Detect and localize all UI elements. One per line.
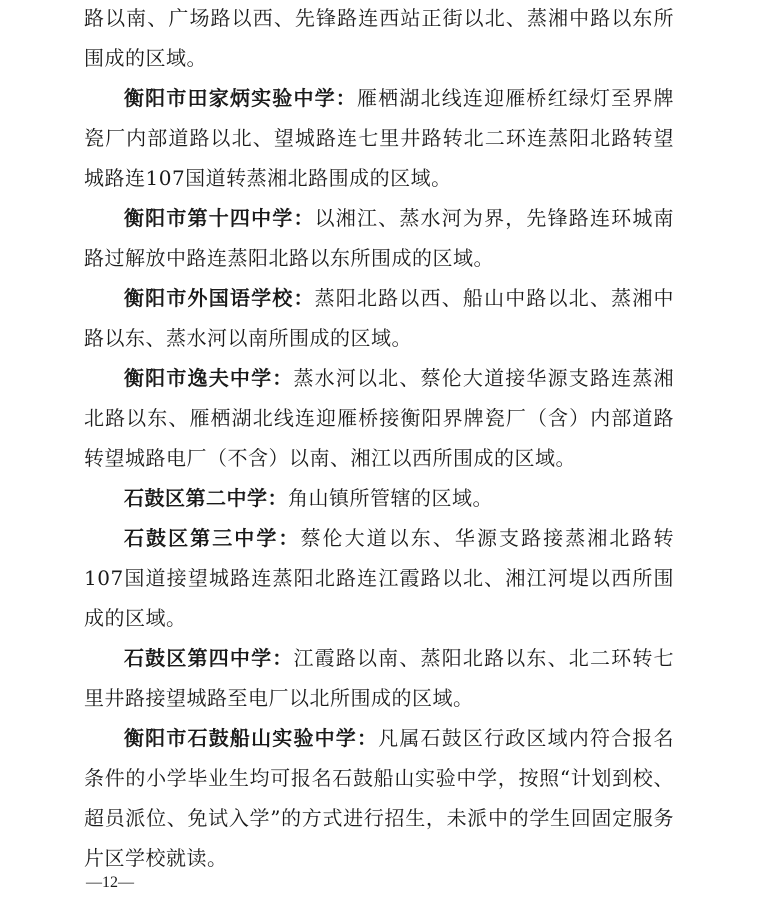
paragraph [84, 0, 674, 78]
school-name: 石鼓区第四中学： [124, 646, 294, 670]
paragraph-text: 蒸水河以北、蔡伦大道接华源支路连蒸湘北路以东、雁栖湖北线连迎雁桥接衡阳界牌瓷厂（含）内部道路转望城路电厂（不含）以南、湘江以西所围成的区域。 [84, 366, 675, 470]
school-name: 衡阳市田家炳实验中学： [124, 86, 357, 110]
paragraph-text: 江霞路以南、蒸阳北路以东、北二环转七里井路接望城路至电厂以北所围成的区域。 [84, 646, 675, 710]
paragraph [84, 278, 674, 358]
school-name: 衡阳市第十四中学： [124, 206, 315, 230]
paragraph-text: 角山镇所管辖的区域。 [288, 486, 493, 510]
paragraph [84, 358, 674, 478]
paragraph [84, 518, 674, 638]
paragraph [84, 638, 674, 718]
paragraph [84, 478, 674, 518]
paragraph-text: 路以南、广场路以西、先锋路连西站正街以北、蒸湘中路以东所围成的区域。 [84, 6, 674, 70]
paragraph-text: 蒸阳北路以西、船山中路以北、蒸湘中路以东、蒸水河以南所围成的区域。 [84, 286, 675, 350]
paragraph [84, 78, 674, 198]
school-name: 衡阳市逸夫中学： [124, 366, 294, 390]
page-number: —12— [86, 874, 134, 891]
paragraph-text: 蔡伦大道以东、华源支路接蒸湘北路转107国道接望城路连蒸阳北路连江霞路以北、湘江河堤以西所围成的区域。 [84, 526, 674, 630]
school-name: 衡阳市外国语学校： [124, 286, 315, 310]
school-name: 衡阳市石鼓船山实验中学： [124, 726, 379, 750]
paragraph-text: 以湘江、蒸水河为界，先锋路连环城南路过解放中路连蒸阳北路以东所围成的区域。 [84, 206, 675, 270]
paragraph [84, 198, 674, 278]
paragraph-text: 雁栖湖北线连迎雁桥红绿灯至界牌瓷厂内部道路以北、望城路连七里井路转北二环连蒸阳北路转望城路连107国道转蒸湘北路围成的区域。 [84, 86, 675, 190]
paragraph-text: 凡属石鼓区行政区域内符合报名条件的小学毕业生均可报名石鼓船山实验中学，按照“计划到校、超员派位、免试入学”的方式进行招生，未派中的学生回固定服务片区学校就读。 [84, 726, 675, 870]
document-body [84, 0, 674, 878]
paragraph [84, 718, 674, 878]
school-name: 石鼓区第二中学： [124, 486, 288, 510]
school-name: 石鼓区第三中学： [124, 526, 301, 550]
